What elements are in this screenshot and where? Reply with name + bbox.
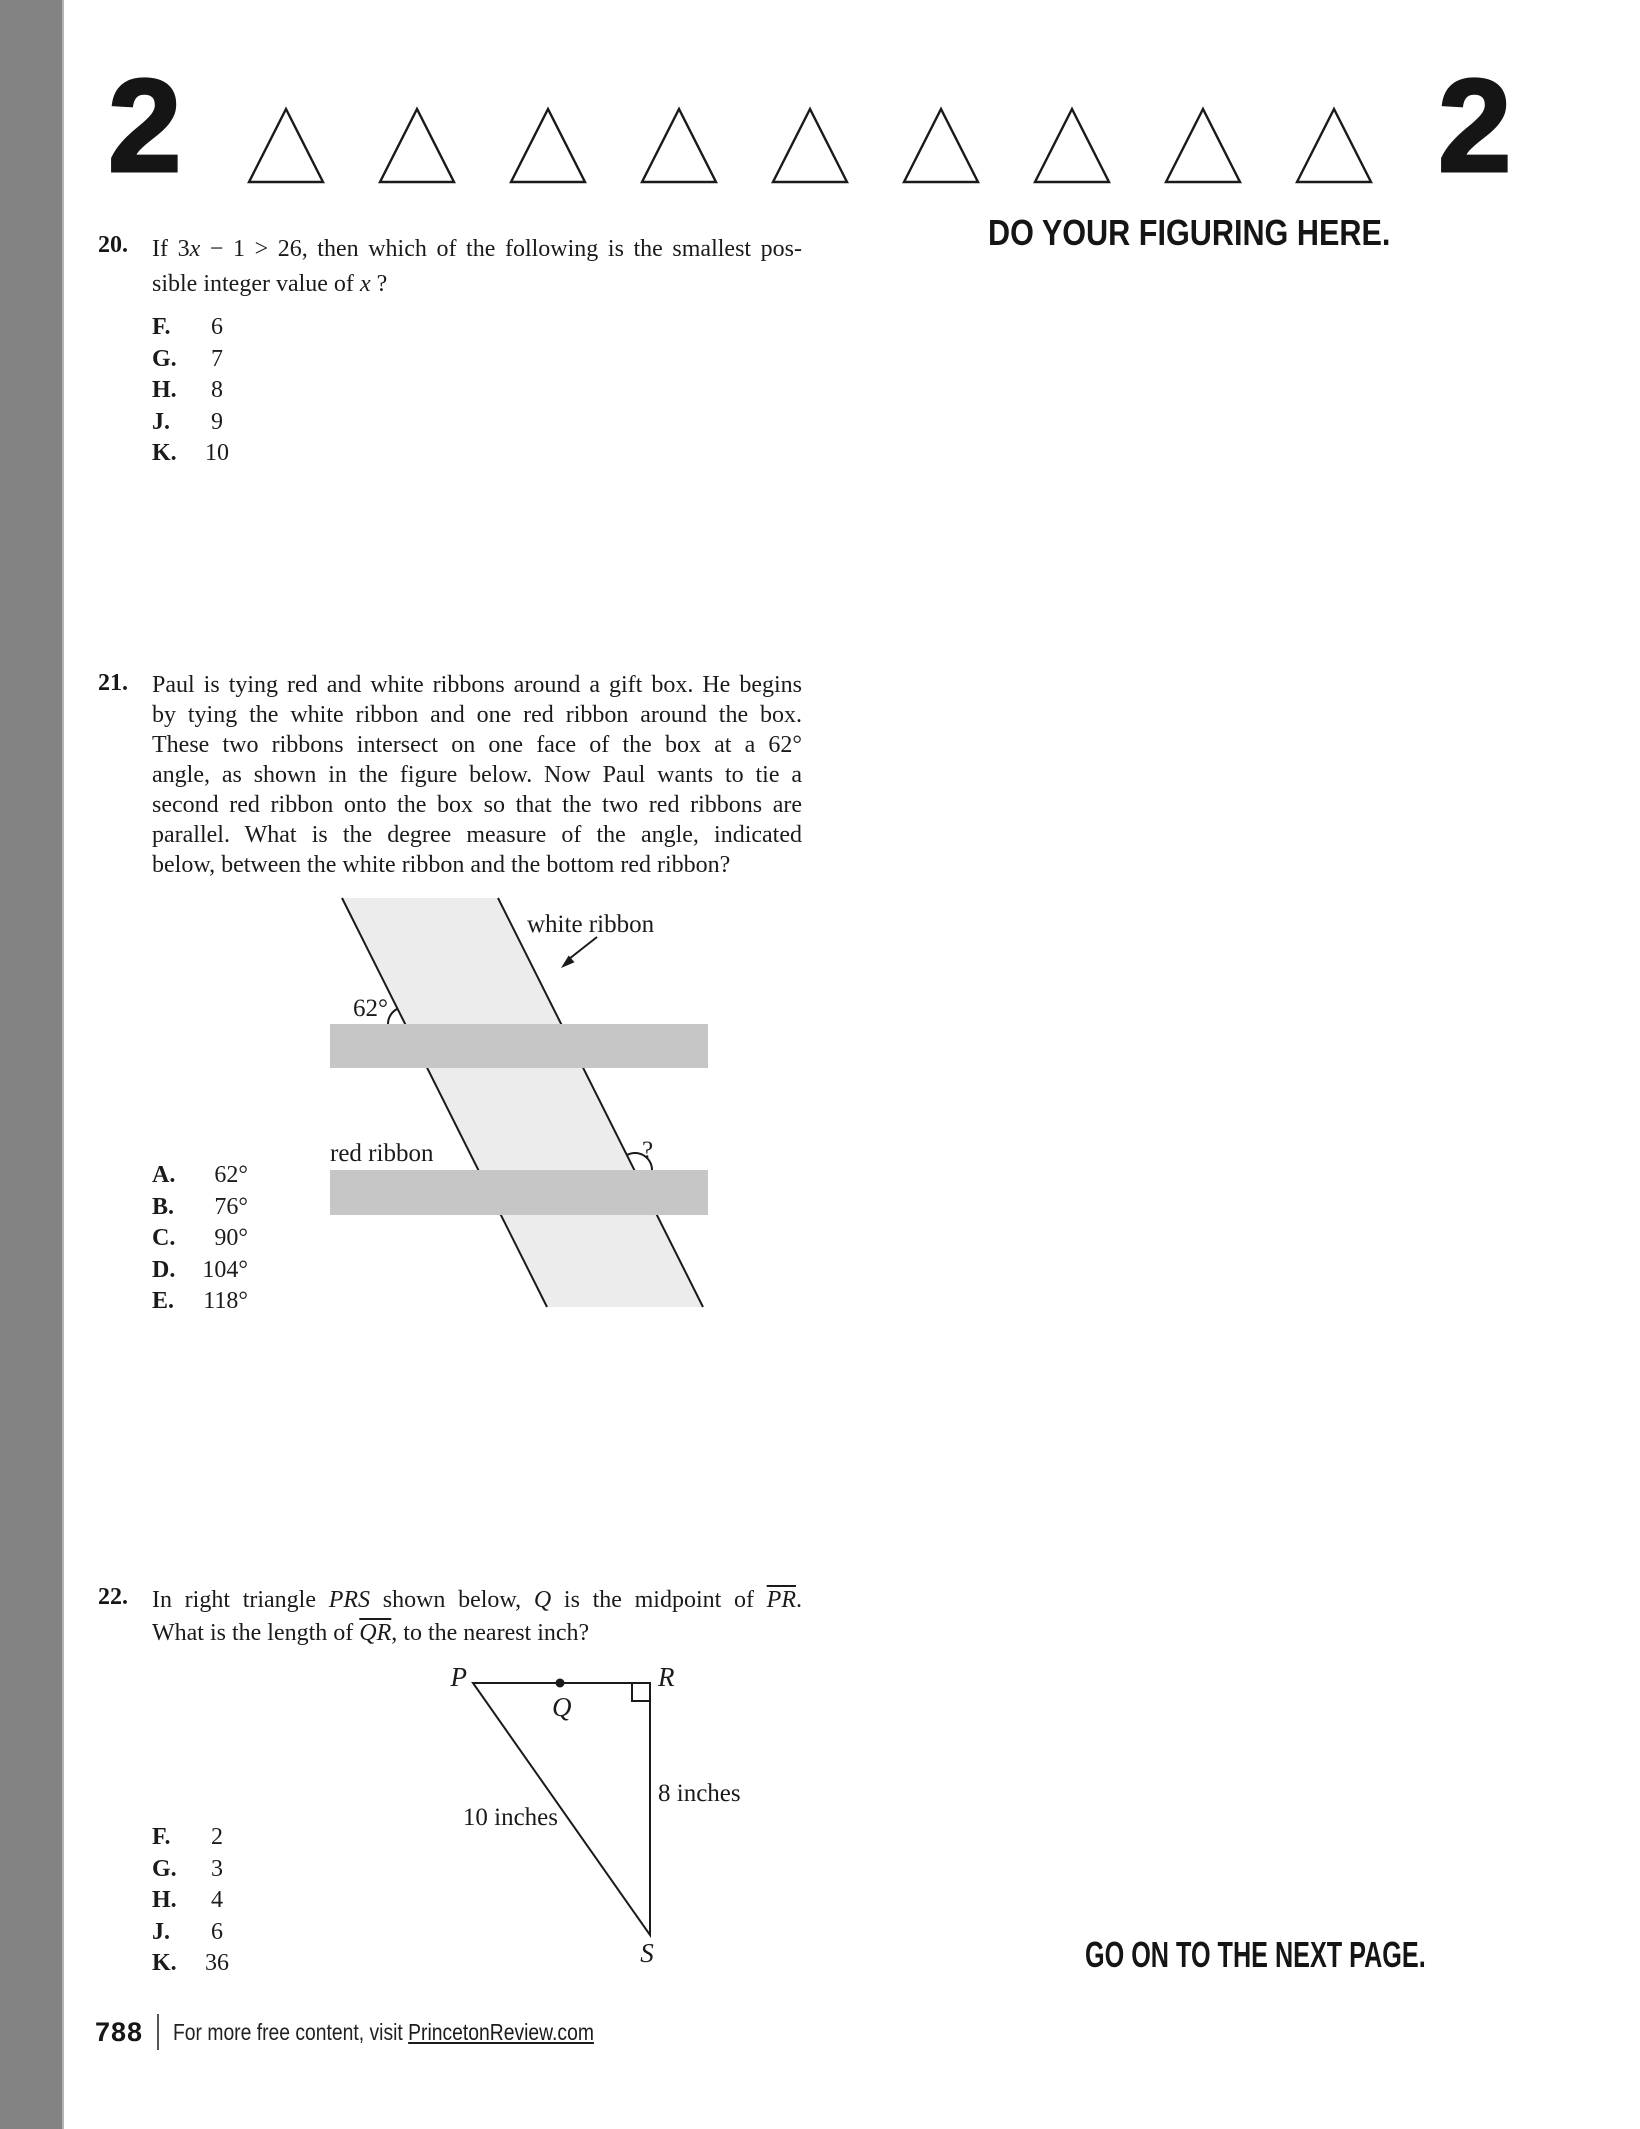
choice-value: 6 — [211, 1918, 223, 1945]
choice-letter: C. — [152, 1225, 176, 1251]
choice-value: 2 — [211, 1824, 223, 1850]
choice-letter: J. — [152, 1918, 170, 1945]
choice-value: 36 — [205, 1950, 229, 1976]
white-ribbon-shape — [342, 898, 703, 1307]
choice-letter: K. — [152, 440, 177, 466]
choice-value: 90° — [214, 1225, 248, 1251]
left-margin-bar — [0, 0, 64, 2129]
choice-value: 4 — [211, 1887, 223, 1913]
question-21-number: 21. — [98, 670, 128, 696]
vertex-s-label: S — [640, 1938, 654, 1968]
question-text-line: These two ribbons intersect on one face of the box at a 62° — [152, 732, 802, 758]
question-20-choices — [152, 312, 232, 470]
go-on-footer-note: GO ON TO THE NEXT PAGE. — [1085, 1934, 1426, 1975]
question-text-line: angle, as shown in the figure below. Now Paul wants to tie a — [152, 762, 802, 788]
choice-letter: D. — [152, 1256, 176, 1283]
side-rs-label: 8 inches — [658, 1780, 741, 1807]
question-text-line: In right triangle PRS shown below, Q is the midpoint of $\overline{PR}$. — [152, 1587, 802, 1613]
answer-choice — [152, 1948, 232, 1980]
answer-choice — [152, 375, 232, 407]
question-text-line: If 3x − 1 > 26, then which of the following is the smallest pos- — [152, 236, 803, 262]
choice-value: 10 — [205, 440, 229, 466]
triangle-icon — [773, 109, 847, 182]
footer-note: For more free content, visit PrincetonReview.com — [173, 2018, 594, 2045]
midpoint-q-label: Q — [552, 1692, 572, 1722]
choice-value: 104° — [202, 1256, 248, 1283]
choice-letter: H. — [152, 1887, 177, 1913]
vertex-p-label: P — [450, 1662, 467, 1692]
answer-choice — [152, 312, 232, 344]
question-text-line: below, between the white ribbon and the bottom red ribbon? — [152, 852, 731, 878]
answer-choice — [152, 1917, 232, 1949]
answer-choice — [152, 1192, 248, 1224]
choice-letter: G. — [152, 345, 177, 372]
choice-value: 6 — [211, 314, 223, 340]
princeton-review-link[interactable]: PrincetonReview.com — [408, 2018, 594, 2045]
footer-divider — [157, 2014, 159, 2050]
choice-value: 3 — [211, 1855, 223, 1882]
vertex-r-label: R — [658, 1662, 675, 1692]
choice-value: 9 — [211, 408, 223, 435]
unknown-angle-label: ? — [642, 1137, 654, 1164]
question-20-number: 20. — [98, 232, 128, 258]
triangle-divider-row — [240, 104, 1420, 188]
side-ps-label: 10 inches — [462, 1804, 558, 1831]
angle-62-arc — [388, 1009, 397, 1024]
red-ribbon-bottom-shape — [330, 1170, 708, 1215]
choice-letter: E. — [152, 1288, 175, 1314]
answer-choice — [152, 1286, 248, 1318]
right-angle-mark — [632, 1683, 650, 1701]
white-ribbon-label: white ribbon — [527, 911, 655, 938]
triangle-icon — [1166, 109, 1240, 182]
question-20-text — [152, 232, 802, 302]
question-text-line: second red ribbon onto the box so that the two red ribbons are — [152, 792, 802, 818]
red-ribbon-top-shape — [330, 1024, 708, 1068]
choice-value: 76° — [214, 1193, 248, 1220]
page-number: 788 — [95, 2016, 144, 2047]
question-text-line: sible integer value of x ? — [152, 271, 388, 297]
choice-letter: K. — [152, 1950, 177, 1976]
answer-choice — [152, 438, 232, 470]
triangle-icon — [1297, 109, 1371, 182]
question-21-choices — [152, 1160, 248, 1318]
triangle-icon — [249, 109, 323, 182]
choice-value: 7 — [211, 345, 223, 372]
answer-choice — [152, 1160, 248, 1192]
question-text-line: by tying the white ribbon and one red ribbon around the box. — [152, 702, 802, 728]
label-arrow-line — [569, 937, 597, 959]
choice-letter: F. — [152, 314, 171, 340]
triangle-icon — [380, 109, 454, 182]
triangle-icon — [904, 109, 978, 182]
answer-choice — [152, 1223, 248, 1255]
right-triangle-figure — [440, 1658, 770, 1978]
section-number-left: 2 — [108, 52, 182, 199]
triangle-icon — [642, 109, 716, 182]
question-21-text — [152, 670, 802, 880]
question-text-line: Paul is tying red and white ribbons around a gift box. He begins — [152, 672, 802, 698]
answer-choice — [152, 1255, 248, 1287]
red-ribbon-label: red ribbon — [330, 1140, 434, 1167]
question-text-line: What is the length of $\overline{QR}$, to the nearest inch? — [152, 1620, 590, 1646]
choice-letter: F. — [152, 1824, 171, 1850]
section-number-right: 2 — [1438, 52, 1512, 199]
question-22-number: 22. — [98, 1584, 128, 1610]
choice-value: 8 — [211, 377, 223, 403]
triangle-icon — [1035, 109, 1109, 182]
answer-choice — [152, 1885, 232, 1917]
question-text-line: parallel. What is the degree measure of the angle, indicated — [152, 822, 802, 848]
angle-62-label: 62° — [353, 995, 388, 1022]
answer-choice — [152, 407, 232, 439]
choice-letter: H. — [152, 377, 177, 403]
triangle-icon — [511, 109, 585, 182]
choice-letter: J. — [152, 408, 170, 435]
answer-choice — [152, 1822, 232, 1854]
choice-value: 118° — [203, 1288, 248, 1314]
question-22-choices — [152, 1822, 232, 1980]
choice-letter: B. — [152, 1193, 175, 1220]
page-footer — [95, 2014, 674, 2050]
question-22-text — [152, 1584, 802, 1650]
answer-choice — [152, 1854, 232, 1886]
ribbon-figure — [280, 880, 760, 1320]
figuring-header: DO YOUR FIGURING HERE. — [988, 212, 1391, 253]
answer-choice — [152, 344, 232, 376]
choice-value: 62° — [214, 1162, 248, 1188]
midpoint-q-dot — [556, 1679, 565, 1688]
choice-letter: A. — [152, 1162, 176, 1188]
choice-letter: G. — [152, 1855, 177, 1882]
